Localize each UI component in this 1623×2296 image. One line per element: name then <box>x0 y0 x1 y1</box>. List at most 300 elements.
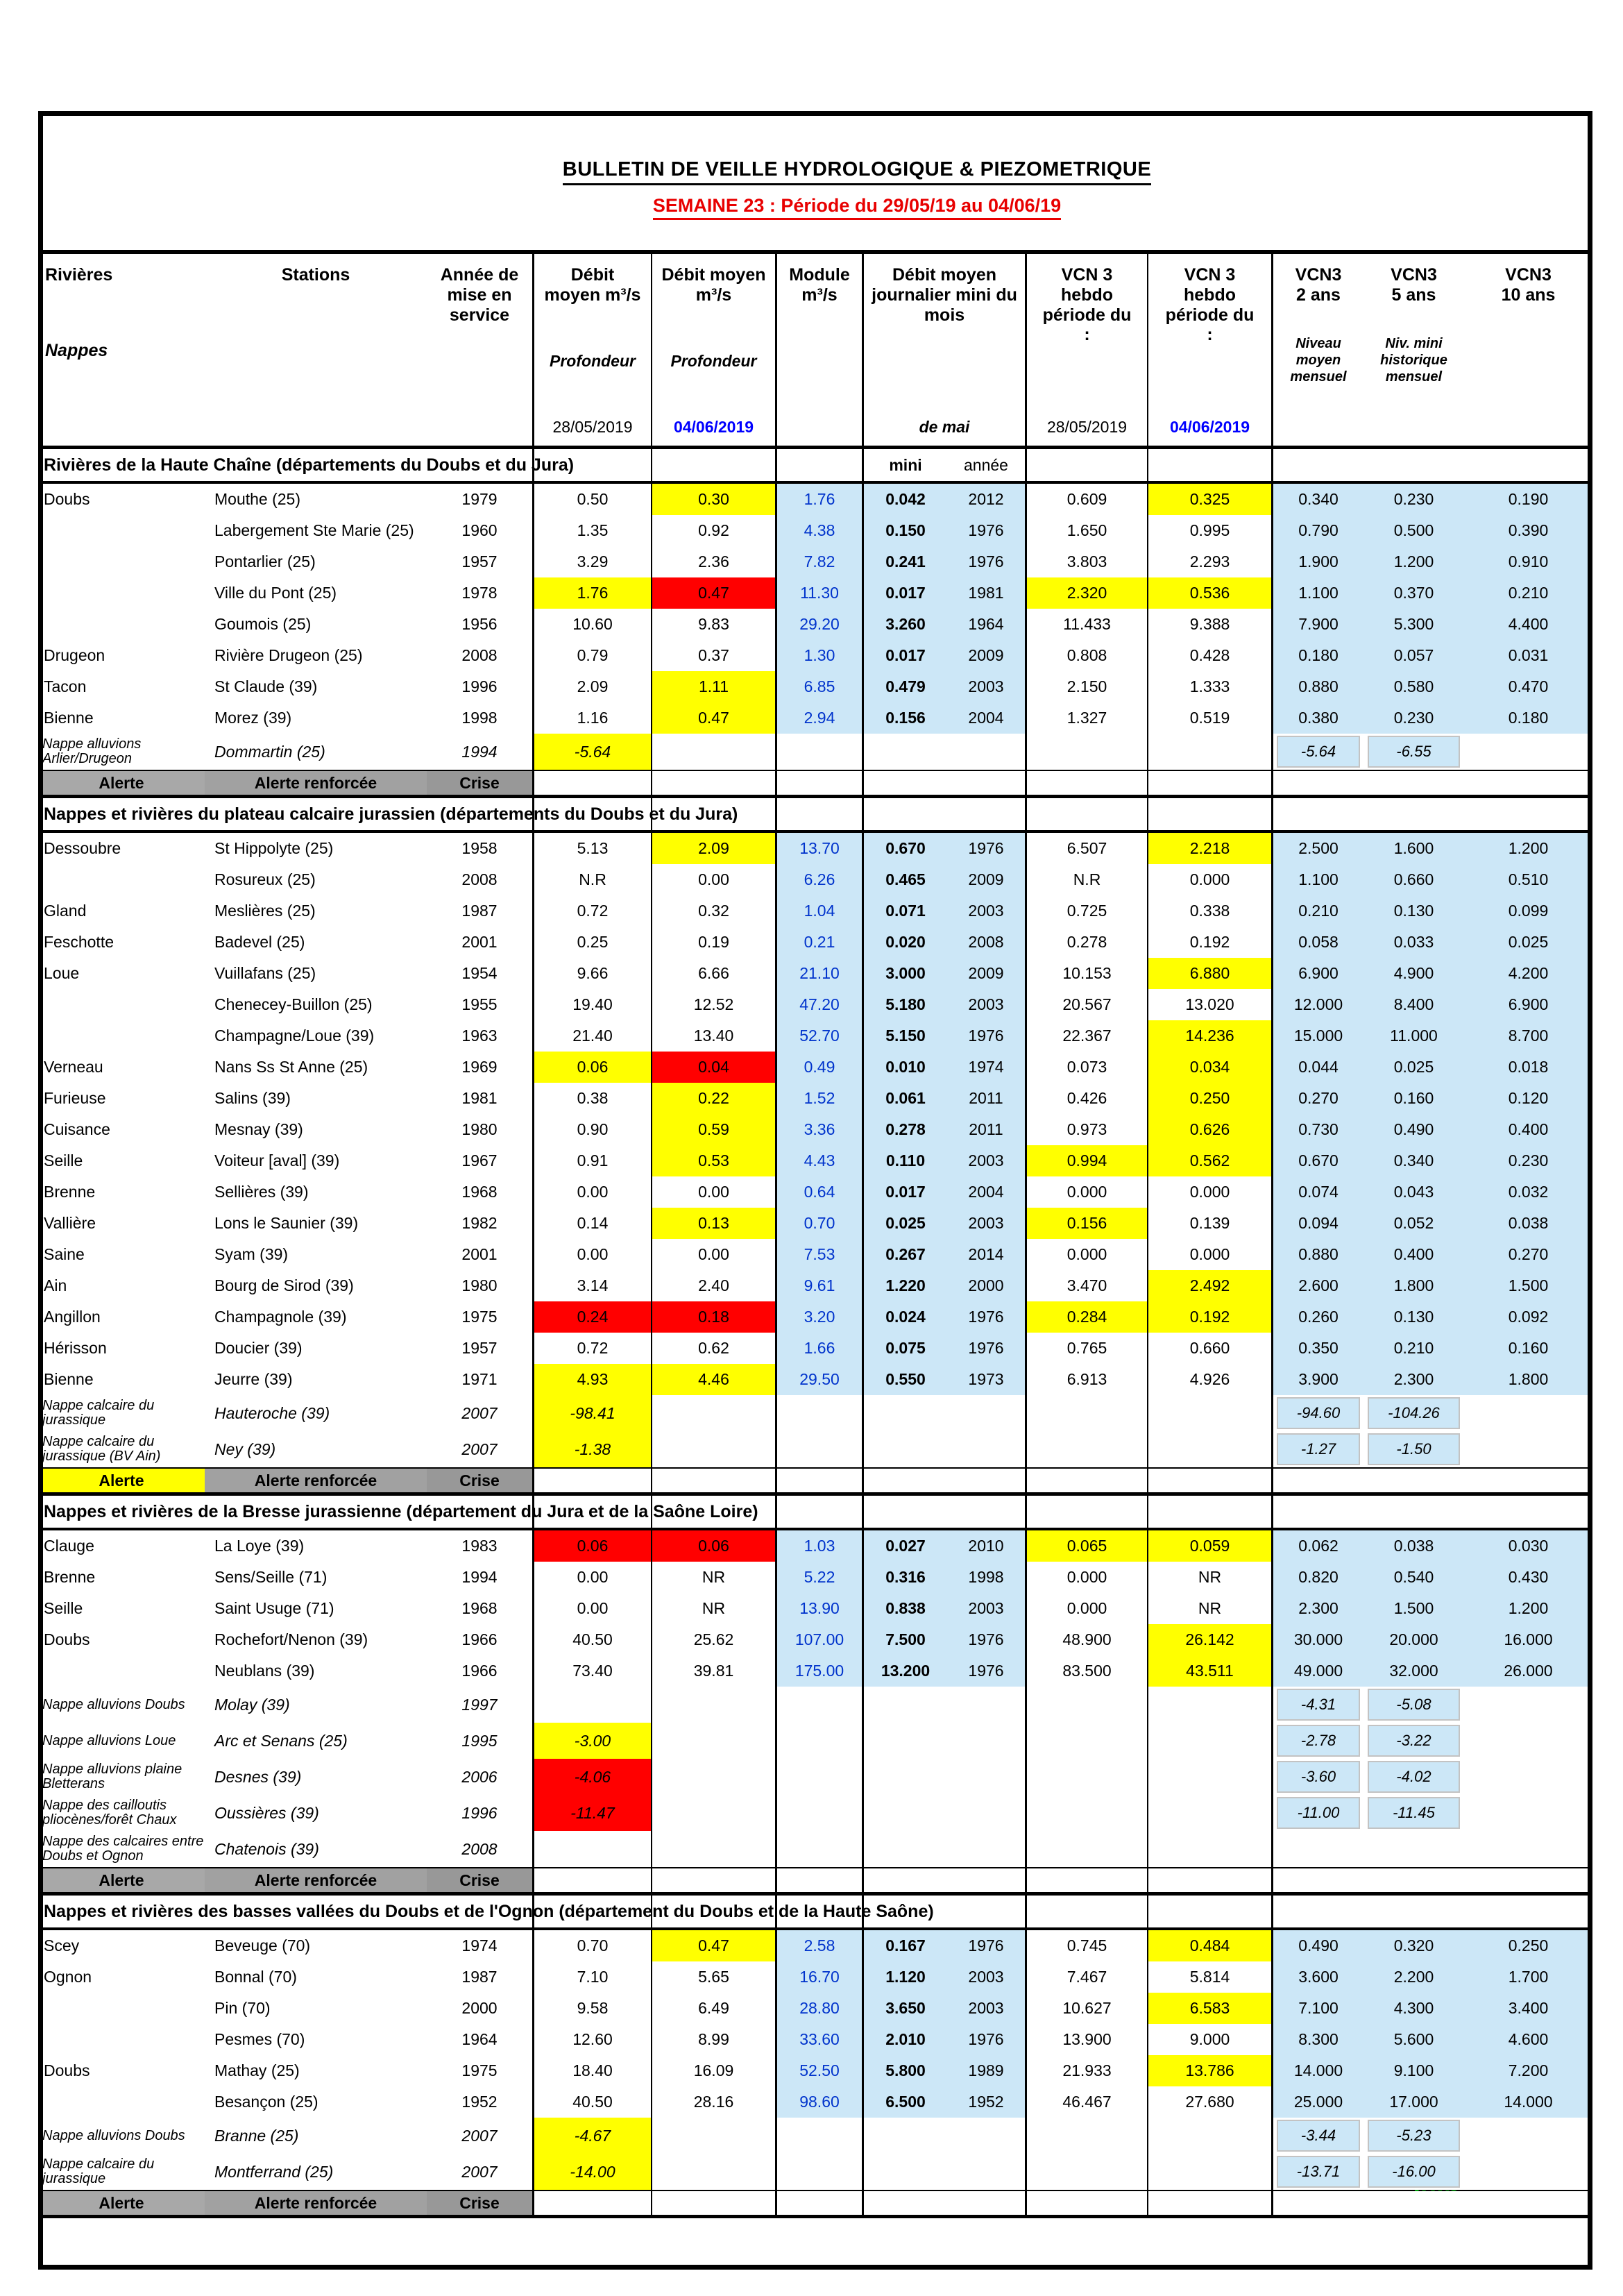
cell-debit-moyen-2: 8.99 <box>652 2024 777 2055</box>
cell-vcn3-2ans: 0.380 <box>1273 702 1363 734</box>
cell-debit-moyen-2: 0.30 <box>652 484 777 515</box>
cell-profondeur-1: -5.64 <box>534 734 652 770</box>
cell-vcn-hebdo-1: 83.500 <box>1027 1655 1148 1687</box>
table-row <box>38 2055 1592 2086</box>
header-rivieres-nappes <box>38 254 205 446</box>
cell-mini: 0.042 <box>864 484 947 515</box>
cell-mini-annee: 1998 <box>947 1562 1027 1593</box>
cell-vcn3-2ans: 15.000 <box>1273 1020 1363 1052</box>
table-row <box>38 609 1592 640</box>
cell-debit-moyen-2: 0.32 <box>652 895 777 927</box>
cell-module: 1.03 <box>777 1530 864 1562</box>
cell-module: 6.85 <box>777 671 864 702</box>
cell-vcn-hebdo-2: 0.000 <box>1148 1176 1273 1208</box>
cell-vcn-hebdo-2: 0.000 <box>1148 1239 1273 1270</box>
cell-module: 5.22 <box>777 1562 864 1593</box>
cell-debit-moyen-1: 0.00 <box>534 1562 652 1593</box>
cell-debit-moyen-1: 3.29 <box>534 546 652 577</box>
cell-mini: 3.650 <box>864 1993 947 2024</box>
cell-vcn-hebdo-1: 13.900 <box>1027 2024 1148 2055</box>
cell-riviere: Clauge <box>38 1530 205 1562</box>
table-row <box>38 958 1592 989</box>
legend-empty <box>1148 1469 1273 1492</box>
table-row <box>38 1593 1592 1624</box>
cell-vcn-hebdo-1: 0.725 <box>1027 895 1148 927</box>
cell-debit-moyen-1: 7.10 <box>534 1961 652 1993</box>
cell-nappe-name: Nappe calcaire du jurassique <box>38 1395 205 1431</box>
cell-vcn-hebdo-2: 0.562 <box>1148 1145 1273 1176</box>
band-cell <box>947 798 1027 830</box>
cell-vcn3-10ans <box>1464 1795 1592 1831</box>
cell-module: 33.60 <box>777 2024 864 2055</box>
table-row <box>38 484 1592 515</box>
cell-mini <box>864 1831 947 1867</box>
table-row <box>38 1624 1592 1655</box>
cell-debit-moyen-1: 0.72 <box>534 895 652 927</box>
cell-niv-mini-historique <box>1363 1431 1464 1467</box>
header-vcn3-5ans: VCN3 5 ans Niv. mini historique mensuel <box>1363 254 1464 446</box>
cell-niv-mini-historique <box>1363 2154 1464 2190</box>
cell-vcn3-10ans: 0.030 <box>1464 1530 1592 1562</box>
cell-niv-mini-historique <box>1363 1723 1464 1759</box>
cell-debit-moyen-1: 0.90 <box>534 1114 652 1145</box>
cell-nappe-name: Nappe calcaire du jurassique (BV Ain) <box>38 1431 205 1467</box>
cell-mini: 1.220 <box>864 1270 947 1301</box>
cell-station: Labergement Ste Marie (25) <box>205 515 427 546</box>
cell-mini: 0.838 <box>864 1593 947 1624</box>
cell-module <box>777 1687 864 1723</box>
cell-module: 11.30 <box>777 577 864 609</box>
niveau-box: -11.00 <box>1277 1797 1360 1829</box>
cell-module <box>777 1831 864 1867</box>
table-row <box>38 2024 1592 2055</box>
cell-module: 29.50 <box>777 1364 864 1395</box>
cell-vcn3-5ans: 5.300 <box>1363 609 1464 640</box>
cell-station: Rosureux (25) <box>205 864 427 895</box>
cell-mini-annee: 1976 <box>947 1655 1027 1687</box>
legend-empty <box>777 771 864 795</box>
cell-mini <box>864 1431 947 1467</box>
cell-mini-annee: 2003 <box>947 989 1027 1020</box>
cell-mini-annee: 2003 <box>947 671 1027 702</box>
cell-mini-annee <box>947 734 1027 770</box>
cell-debit-moyen-2: 5.65 <box>652 1961 777 1993</box>
legend-empty <box>1273 1469 1363 1492</box>
cell-debit-moyen-2: 0.53 <box>652 1145 777 1176</box>
cell-riviere: Ain <box>38 1270 205 1301</box>
band-cell <box>777 449 864 481</box>
cell-mini: 0.017 <box>864 577 947 609</box>
cell-vcn-hebdo-2: 2.492 <box>1148 1270 1273 1301</box>
cell-mini: 0.167 <box>864 1930 947 1961</box>
cell-module: 7.53 <box>777 1239 864 1270</box>
section-band <box>38 446 1592 484</box>
cell-riviere: Doubs <box>38 2055 205 2086</box>
cell-vcn3-5ans: 0.340 <box>1363 1145 1464 1176</box>
cell-vcn3-5ans: 0.130 <box>1363 1301 1464 1333</box>
cell-debit-moyen-2: 0.92 <box>652 515 777 546</box>
cell-debit-moyen-2: 2.40 <box>652 1270 777 1301</box>
cell-mini-annee: 1976 <box>947 2024 1027 2055</box>
table-row <box>38 1961 1592 1993</box>
cell-vcn3-10ans: 0.510 <box>1464 864 1592 895</box>
cell-vcn-hebdo-2 <box>1148 1431 1273 1467</box>
cell-profondeur-2 <box>652 2154 777 2190</box>
cell-vcn3-2ans: 0.350 <box>1273 1333 1363 1364</box>
cell-mini-annee: 2011 <box>947 1114 1027 1145</box>
cell-riviere: Bienne <box>38 702 205 734</box>
band-cell <box>947 1896 1027 1927</box>
cell-riviere: Doubs <box>38 484 205 515</box>
cell-vcn3-5ans: 0.500 <box>1363 515 1464 546</box>
cell-vcn-hebdo-2: 6.880 <box>1148 958 1273 989</box>
cell-vcn3-5ans: 0.370 <box>1363 577 1464 609</box>
cell-debit-moyen-2: 0.00 <box>652 1239 777 1270</box>
cell-riviere: Feschotte <box>38 927 205 958</box>
legend-empty <box>947 1868 1027 1892</box>
cell-mini: 0.027 <box>864 1530 947 1562</box>
legend-empty <box>534 2191 652 2215</box>
legend-empty <box>1464 1868 1592 1892</box>
cell-annee-service: 1958 <box>427 833 534 864</box>
niveau-box: -11.45 <box>1368 1797 1460 1829</box>
cell-mini <box>864 1687 947 1723</box>
cell-vcn-hebdo-1: 0.609 <box>1027 484 1148 515</box>
cell-debit-moyen-1: 0.24 <box>534 1301 652 1333</box>
cell-annee-service: 2001 <box>427 927 534 958</box>
legend-alerte-renforcee: Alerte renforcée <box>205 771 427 795</box>
cell-vcn3-10ans: 0.180 <box>1464 702 1592 734</box>
legend-empty <box>1363 1469 1464 1492</box>
page-subtitle: SEMAINE 23 : Période du 29/05/19 au 04/06/19 <box>653 195 1061 220</box>
band-cell <box>1464 449 1592 481</box>
niveau-box: -3.22 <box>1368 1725 1460 1757</box>
hydrology-table <box>38 250 1592 2218</box>
cell-vcn3-2ans: 1.100 <box>1273 864 1363 895</box>
cell-vcn3-10ans: 0.025 <box>1464 927 1592 958</box>
header-nappes: Nappes <box>45 340 108 360</box>
cell-annee-service: 1978 <box>427 577 534 609</box>
nappe-row <box>38 1795 1592 1831</box>
cell-vcn3-10ans: 0.430 <box>1464 1562 1592 1593</box>
cell-vcn3-10ans: 0.038 <box>1464 1208 1592 1239</box>
header-vcn-hebdo-2: VCN 3 hebdo période du : 04/06/2019 <box>1148 254 1273 446</box>
cell-nappe-name: Nappe alluvions Doubs <box>38 2118 205 2154</box>
cell-annee-service: 1954 <box>427 958 534 989</box>
cell-vcn-hebdo-2: 9.000 <box>1148 2024 1273 2055</box>
cell-vcn-hebdo-2: NR <box>1148 1562 1273 1593</box>
cell-vcn3-2ans: 7.100 <box>1273 1993 1363 2024</box>
cell-vcn3-10ans: 3.400 <box>1464 1993 1592 2024</box>
table-row <box>38 1145 1592 1176</box>
section-band <box>38 1892 1592 1930</box>
cell-niv-mini-historique <box>1363 1759 1464 1795</box>
band-cell <box>947 1496 1027 1528</box>
cell-station: Desnes (39) <box>205 1759 427 1795</box>
cell-vcn-hebdo-2: 0.536 <box>1148 577 1273 609</box>
legend-empty <box>864 1469 947 1492</box>
cell-annee-service: 1957 <box>427 546 534 577</box>
band-cell <box>1273 798 1363 830</box>
cell-vcn3-5ans: 0.210 <box>1363 1333 1464 1364</box>
band-cell <box>777 1496 864 1528</box>
cell-station: Dommartin (25) <box>205 734 427 770</box>
cell-profondeur-2 <box>652 1687 777 1723</box>
cell-niv-mini-historique <box>1363 1831 1464 1867</box>
cell-debit-moyen-1: 4.93 <box>534 1364 652 1395</box>
cell-station: Mouthe (25) <box>205 484 427 515</box>
legend-row <box>38 1867 1592 1892</box>
cell-riviere <box>38 1020 205 1052</box>
cell-vcn3-10ans: 1.200 <box>1464 833 1592 864</box>
table-row <box>38 1301 1592 1333</box>
legend-empty <box>947 1469 1027 1492</box>
cell-station: Saint Usuge (71) <box>205 1593 427 1624</box>
cell-module: 52.50 <box>777 2055 864 2086</box>
cell-vcn-hebdo-1: 1.650 <box>1027 515 1148 546</box>
cell-module: 29.20 <box>777 609 864 640</box>
legend-alerte-renforcee: Alerte renforcée <box>205 2191 427 2215</box>
cell-annee-service: 1956 <box>427 609 534 640</box>
cell-debit-moyen-2: 0.00 <box>652 1176 777 1208</box>
cell-vcn3-2ans: 0.074 <box>1273 1176 1363 1208</box>
cell-debit-moyen-1: 18.40 <box>534 2055 652 2086</box>
legend-row <box>38 2190 1592 2218</box>
cell-nappe-name: Nappe des cailloutis pliocènes/forêt Chaux <box>38 1795 205 1831</box>
cell-annee-service: 1964 <box>427 2024 534 2055</box>
cell-mini-annee: 2010 <box>947 1530 1027 1562</box>
cell-station: Nans Ss St Anne (25) <box>205 1052 427 1083</box>
cell-vcn3-5ans: 1.600 <box>1363 833 1464 864</box>
cell-station: Montferrand (25) <box>205 2154 427 2190</box>
cell-vcn3-5ans: 2.300 <box>1363 1364 1464 1395</box>
cell-vcn3-10ans: 1.800 <box>1464 1364 1592 1395</box>
cell-vcn3-10ans <box>1464 1431 1592 1467</box>
cell-annee-service: 1952 <box>427 2086 534 2118</box>
cell-vcn-hebdo-2: NR <box>1148 1593 1273 1624</box>
cell-vcn3-2ans: 0.180 <box>1273 640 1363 671</box>
header-date-1: 28/05/2019 <box>552 417 633 436</box>
cell-module: 2.58 <box>777 1930 864 1961</box>
cell-vcn-hebdo-1: 10.627 <box>1027 1993 1148 2024</box>
cell-debit-moyen-1: 2.09 <box>534 671 652 702</box>
header-debit-moyen-2: Débit moyen m³/s Profondeur 04/06/2019 <box>652 254 777 446</box>
table-row <box>38 1562 1592 1593</box>
cell-vcn3-5ans: 20.000 <box>1363 1624 1464 1655</box>
cell-annee-service: 2007 <box>427 2118 534 2154</box>
cell-vcn-hebdo-2: 0.192 <box>1148 927 1273 958</box>
cell-debit-moyen-1: 12.60 <box>534 2024 652 2055</box>
cell-annee-service: 1957 <box>427 1333 534 1364</box>
cell-vcn-hebdo-1 <box>1027 1395 1148 1431</box>
cell-vcn-hebdo-2 <box>1148 2154 1273 2190</box>
cell-debit-moyen-1: 0.00 <box>534 1593 652 1624</box>
table-row <box>38 1364 1592 1395</box>
cell-annee-service: 1955 <box>427 989 534 1020</box>
cell-station: La Loye (39) <box>205 1530 427 1562</box>
cell-annee-service: 1995 <box>427 1723 534 1759</box>
cell-debit-moyen-2: 28.16 <box>652 2086 777 2118</box>
table-row <box>38 1239 1592 1270</box>
cell-station: Morez (39) <box>205 702 427 734</box>
cell-station: Sens/Seille (71) <box>205 1562 427 1593</box>
cell-module: 7.82 <box>777 546 864 577</box>
legend-empty <box>1027 1868 1148 1892</box>
band-cell <box>864 798 947 830</box>
cell-profondeur-1: -4.67 <box>534 2118 652 2154</box>
legend-empty <box>1464 1469 1592 1492</box>
cell-mini: 3.260 <box>864 609 947 640</box>
cell-niveau-moyen <box>1273 1395 1363 1431</box>
cell-mini-annee <box>947 2118 1027 2154</box>
legend-empty <box>1363 2191 1464 2215</box>
cell-mini: 13.200 <box>864 1655 947 1687</box>
cell-station: Hauteroche (39) <box>205 1395 427 1431</box>
cell-station: Pontarlier (25) <box>205 546 427 577</box>
cell-mini: 0.017 <box>864 1176 947 1208</box>
cell-nappe-name: Nappe alluvions plaine Bletterans <box>38 1759 205 1795</box>
cell-vcn3-5ans: 0.490 <box>1363 1114 1464 1145</box>
cell-vcn3-5ans: 8.400 <box>1363 989 1464 1020</box>
cell-vcn3-2ans: 0.670 <box>1273 1145 1363 1176</box>
cell-module: 21.10 <box>777 958 864 989</box>
table-header <box>38 250 1592 446</box>
cell-module: 1.76 <box>777 484 864 515</box>
cell-debit-moyen-2: 12.52 <box>652 989 777 1020</box>
cell-annee-service: 1997 <box>427 1687 534 1723</box>
cell-debit-moyen-2: 0.22 <box>652 1083 777 1114</box>
nappe-row <box>38 1687 1592 1723</box>
cell-module: 3.36 <box>777 1114 864 1145</box>
cell-station: Beveuge (70) <box>205 1930 427 1961</box>
cell-module <box>777 1723 864 1759</box>
cell-mini-annee: 1989 <box>947 2055 1027 2086</box>
cell-module: 0.64 <box>777 1176 864 1208</box>
cell-vcn3-10ans <box>1464 1395 1592 1431</box>
cell-niveau-moyen <box>1273 734 1363 770</box>
cell-riviere: Hérisson <box>38 1333 205 1364</box>
legend-empty <box>1273 771 1363 795</box>
cell-nappe-name: Nappe calcaire du jurassique <box>38 2154 205 2190</box>
cell-module: 98.60 <box>777 2086 864 2118</box>
cell-vcn3-5ans: 0.025 <box>1363 1052 1464 1083</box>
cell-vcn3-10ans: 0.210 <box>1464 577 1592 609</box>
cell-profondeur-2 <box>652 1431 777 1467</box>
cell-station: Branne (25) <box>205 2118 427 2154</box>
cell-vcn3-5ans: 0.038 <box>1363 1530 1464 1562</box>
cell-debit-moyen-2: 0.37 <box>652 640 777 671</box>
cell-station: Doucier (39) <box>205 1333 427 1364</box>
cell-vcn3-2ans: 12.000 <box>1273 989 1363 1020</box>
band-cell <box>1148 449 1273 481</box>
cell-mini: 0.024 <box>864 1301 947 1333</box>
cell-vcn3-2ans: 25.000 <box>1273 2086 1363 2118</box>
cell-mini-annee: 2014 <box>947 1239 1027 1270</box>
cell-annee-service: 1996 <box>427 1795 534 1831</box>
cell-mini-annee <box>947 1723 1027 1759</box>
legend-empty <box>864 2191 947 2215</box>
cell-debit-moyen-1: 3.14 <box>534 1270 652 1301</box>
cell-debit-moyen-1: 40.50 <box>534 2086 652 2118</box>
table-row <box>38 640 1592 671</box>
cell-vcn-hebdo-1: 6.507 <box>1027 833 1148 864</box>
cell-vcn3-2ans: 30.000 <box>1273 1624 1363 1655</box>
header-debit-journalier: Débit moyen journalier mini du mois de mai <box>864 254 1027 446</box>
legend-empty <box>1148 1868 1273 1892</box>
cell-annee-service: 1975 <box>427 1301 534 1333</box>
cell-vcn3-10ans: 4.600 <box>1464 2024 1592 2055</box>
cell-mini: 0.061 <box>864 1083 947 1114</box>
cell-vcn-hebdo-2: 0.192 <box>1148 1301 1273 1333</box>
cell-nappe-name: Nappe alluvions Arlier/Drugeon <box>38 734 205 770</box>
cell-debit-moyen-2: 0.18 <box>652 1301 777 1333</box>
cell-vcn-hebdo-2: 13.020 <box>1148 989 1273 1020</box>
cell-annee-service: 1966 <box>427 1655 534 1687</box>
cell-mini: 0.550 <box>864 1364 947 1395</box>
header-debit-moyen-1: Débit moyen m³/s Profondeur 28/05/2019 <box>534 254 652 446</box>
cell-module: 107.00 <box>777 1624 864 1655</box>
legend-empty <box>534 771 652 795</box>
cell-vcn3-2ans: 8.300 <box>1273 2024 1363 2055</box>
cell-vcn3-5ans: 0.320 <box>1363 1930 1464 1961</box>
cell-annee-service: 1994 <box>427 734 534 770</box>
niveau-box: -1.50 <box>1368 1433 1460 1465</box>
cell-mini: 0.110 <box>864 1145 947 1176</box>
cell-vcn-hebdo-2: 0.250 <box>1148 1083 1273 1114</box>
cell-vcn3-5ans: 0.052 <box>1363 1208 1464 1239</box>
cell-debit-moyen-1: 0.00 <box>534 1176 652 1208</box>
cell-debit-moyen-2: 6.66 <box>652 958 777 989</box>
header-date-4: 04/06/2019 <box>1169 417 1250 436</box>
cell-mini-annee <box>947 1759 1027 1795</box>
cell-vcn3-2ans: 0.790 <box>1273 515 1363 546</box>
cell-debit-moyen-2: 0.06 <box>652 1530 777 1562</box>
cell-niveau-moyen <box>1273 1431 1363 1467</box>
table-row <box>38 989 1592 1020</box>
legend-row <box>38 1467 1592 1492</box>
cell-vcn3-10ans: 0.160 <box>1464 1333 1592 1364</box>
cell-vcn3-10ans <box>1464 1723 1592 1759</box>
cell-annee-service: 1983 <box>427 1530 534 1562</box>
cell-mini: 0.316 <box>864 1562 947 1593</box>
cell-vcn3-5ans: 0.160 <box>1363 1083 1464 1114</box>
cell-station: Voiteur [aval] (39) <box>205 1145 427 1176</box>
cell-module <box>777 1431 864 1467</box>
cell-profondeur-2 <box>652 1831 777 1867</box>
cell-vcn-hebdo-1: 3.803 <box>1027 546 1148 577</box>
cell-annee-service: 2008 <box>427 1831 534 1867</box>
cell-debit-moyen-1: 40.50 <box>534 1624 652 1655</box>
band-cell <box>864 1496 947 1528</box>
cell-annee-service: 1987 <box>427 895 534 927</box>
cell-vcn3-10ans: 16.000 <box>1464 1624 1592 1655</box>
cell-vcn-hebdo-2: 0.995 <box>1148 515 1273 546</box>
cell-station: Molay (39) <box>205 1687 427 1723</box>
cell-vcn-hebdo-2 <box>1148 734 1273 770</box>
cell-vcn3-2ans: 1.900 <box>1273 546 1363 577</box>
cell-profondeur-1: -98.41 <box>534 1395 652 1431</box>
legend-empty <box>777 1469 864 1492</box>
cell-vcn3-5ans: 0.230 <box>1363 702 1464 734</box>
cell-debit-moyen-1: 1.35 <box>534 515 652 546</box>
cell-vcn-hebdo-2: 14.236 <box>1148 1020 1273 1052</box>
cell-vcn-hebdo-1 <box>1027 1687 1148 1723</box>
cell-niv-mini-historique <box>1363 1395 1464 1431</box>
cell-mini: 0.020 <box>864 927 947 958</box>
table-row <box>38 515 1592 546</box>
cell-vcn3-2ans: 7.900 <box>1273 609 1363 640</box>
legend-alerte: Alerte <box>38 2191 205 2215</box>
